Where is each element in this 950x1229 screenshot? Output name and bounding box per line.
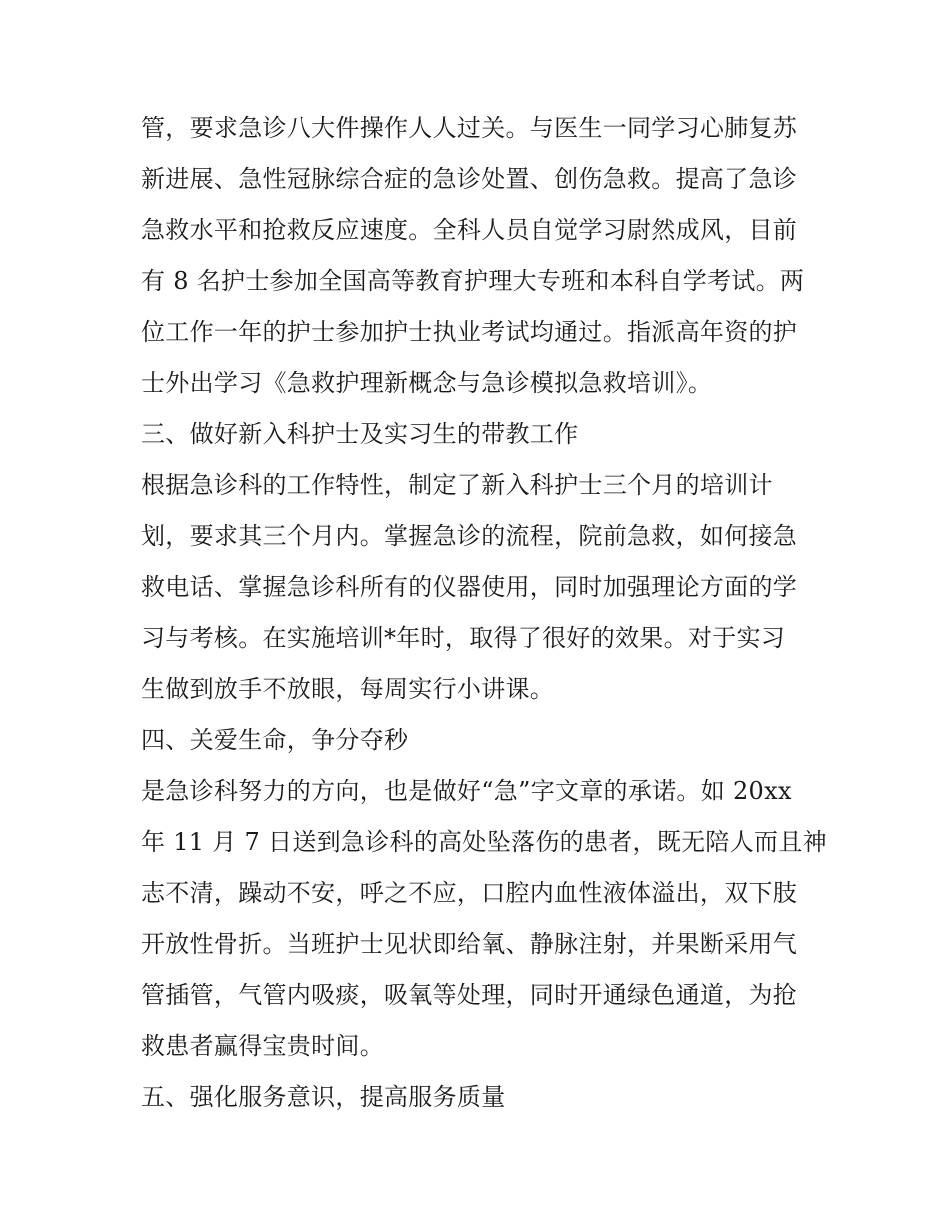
text-line: 士外出学习《急救护理新概念与急诊模拟急救培训》。 (141, 369, 713, 397)
text-line: 救患者赢得宝贵时间。 (141, 1032, 384, 1060)
text-line: 志不清，躁动不安，呼之不应，口腔内血性液体溢出，双下肢 (141, 879, 798, 907)
text-line: 管，要求急诊八大件操作人人过关。与医生一同学习心肺复苏 (141, 114, 798, 142)
text-line: 开放性骨折。当班护士见状即给氧、静脉注射，并果断采用气 (141, 930, 798, 958)
text-line: 年 11 月 7 日送到急诊科的高处坠落伤的患者，既无陪人而且神 (141, 828, 827, 856)
text-line: 划，要求其三个月内。掌握急诊的流程，院前急救，如何接急 (141, 522, 798, 550)
text-line: 救电话、掌握急诊科所有的仪器使用，同时加强理论方面的学 (141, 573, 798, 601)
text-line: 急救水平和抢救反应速度。全科人员自觉学习尉然成风，目前 (141, 216, 798, 244)
text-line: 根据急诊科的工作特性，制定了新入科护士三个月的培训计 (141, 471, 773, 499)
text-line: 有 8 名护士参加全国高等教育护理大专班和本科自学考试。两 (141, 267, 805, 295)
section-heading: 四、关爱生命，争分夺秒 (141, 726, 409, 754)
text-line: 管插管，气管内吸痰，吸氧等处理，同时开通绿色通道，为抢 (141, 981, 798, 1009)
section-heading: 三、做好新入科护士及实习生的带教工作 (141, 420, 579, 448)
text-line: 新进展、急性冠脉综合症的急诊处置、创伤急救。提高了急诊 (141, 165, 798, 193)
section-heading: 五、强化服务意识，提高服务质量 (141, 1083, 506, 1111)
text-line: 生做到放手不放眼，每周实行小讲课。 (141, 675, 555, 703)
text-line: 位工作一年的护士参加护士执业考试均通过。指派高年资的护 (141, 318, 798, 346)
text-line: 是急诊科努力的方向，也是做好“急”字文章的承诺。如 20xx (141, 777, 792, 805)
text-line: 习与考核。在实施培训*年时，取得了很好的效果。对于实习 (141, 624, 786, 652)
